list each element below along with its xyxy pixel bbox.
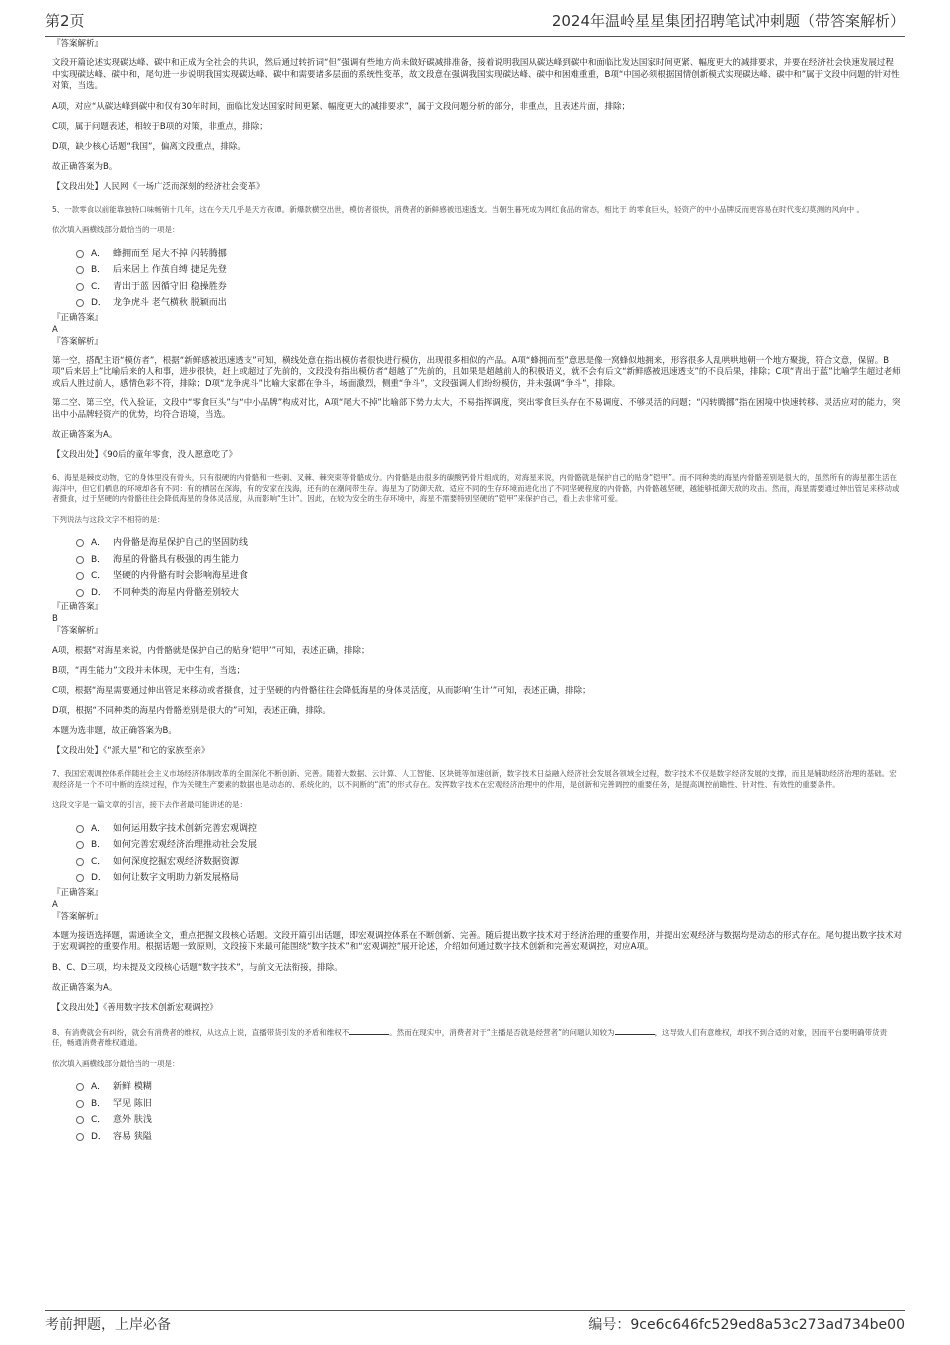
radio-icon[interactable] (76, 1083, 84, 1091)
q7-prompt: 这段文字是一篇文章的引言，接下去作者最可能讲述的是： (52, 800, 247, 809)
q5-option-d[interactable]: D． 龙争虎斗 老气横秋 脱颖而出 (52, 295, 902, 312)
q5-option-c[interactable]: C． 青出于蓝 因循守旧 稳操胜券 (52, 279, 902, 296)
document-title: 2024年温岭星星集团招聘笔试冲刺题（带答案解析） (551, 12, 905, 30)
page-number: 第2页 (45, 12, 85, 30)
q7-final: 故正确答案为A。 (52, 982, 118, 993)
q4-answer: 故正确答案为B。 (52, 161, 118, 172)
q5-option-a[interactable]: A． 蜂拥而至 尾大不掉 闪转腾挪 (52, 246, 902, 263)
page-content (52, 38, 902, 1145)
q6-option-c-analysis: C项，根据“海星需要通过伸出管足来移动或者摄食，过于坚硬的内骨骼往往会降低海星的身体灵活度，从而影响‘生计’”可知，表述正确，排除； (52, 686, 591, 696)
q8-option-b[interactable]: B． 罕见 陈旧 (52, 1096, 902, 1113)
q4-source: 【文段出处】人民网《一场广泛而深刻的经济社会变革》 (52, 181, 265, 192)
analysis-label: 『答案解析』 (52, 911, 104, 922)
q6-source: 【文段出处】《“派大星”和它的家族至亲》 (52, 746, 210, 756)
radio-icon[interactable] (76, 1116, 84, 1124)
q6-option-d[interactable]: D． 不同种类的海星内骨骼差别较大 (52, 585, 902, 602)
q8-prompt: 依次填入画横线部分最恰当的一项是： (52, 1058, 180, 1068)
q6-option-d-analysis: D项，根据“不同种类的海星内骨骼差别是很大的”可知，表述正确，排除。 (52, 706, 331, 716)
q5-options (52, 246, 902, 312)
footer-slogan: 考前押题，上岸必备 (45, 1317, 171, 1333)
q8-option-c[interactable]: C． 意外 肤浅 (52, 1112, 902, 1129)
q6-final: 本题为选非题，故正确答案为B。 (52, 726, 177, 736)
q7-option-c[interactable]: C． 如何深度挖掘宏观经济数据资源 (52, 854, 902, 871)
radio-icon[interactable] (76, 589, 84, 597)
q8-text: 8、有消费就会有纠纷，就会有消费者的维权，从这点上说，直播带货引发的矛盾和维权不 。然而在现实中，消费者对于“主播是否就是经营者”的问题认知较为 ，这导致人们有意维权，却找不到合适的对象，因而平台要明确带货责任，畅通消费者维权通道。 (52, 1027, 888, 1047)
q6-options (52, 535, 902, 601)
q6-option-a-analysis: A项，根据“对海星来说，内骨骼就是保护自己的贴身‘铠甲’”可知，表述正确，排除； (52, 646, 370, 656)
q6-option-b[interactable]: B． 海星的骨骼具有极强的再生能力 (52, 552, 902, 569)
q4-analysis: 文段开篇论述实现碳达峰、碳中和正成为全社会的共识，然后通过转折词“但”强调有些地方尚未做好碳减排准备，接着说明我国从碳达峰到碳中和面临比发达国家时间更紧、幅度更大的减排要求，并要在经济社会快速发展过程中实现碳达峰、碳中和，尾句进一步说明我国实现碳达峰、碳中和需要诸多层面的系统性变革，故文段意在强调我国实现碳达峰、碳中和困难重重，B项“中国必须根据国情创新模式实现碳达峰、碳中和”属于文段中问题的针对性对策，当选。 (52, 58, 900, 91)
correct-label: 『正确答案』 (52, 312, 104, 323)
q6-text: 6、海星是棘皮动物，它的身体里没有骨头，只有很硬的内骨骼和一些刺、叉棘、棘突束等骨骼成分。内骨骼是由很多的碳酸钙骨片组成的，对海星来说，内骨骼就是保护自己的贴身“铠甲”。而不同种类的海星内骨骼差别是很大的，虽然所有的海星都生活在海洋中，但它们栖息的环境却各有不同：有的栖居在深海，有的安家在浅海，还有的在潮间带生存。海星为了防御天敌、适应不同的生存环境而进化出了不同坚硬程度的内骨骼，内骨骼越坚硬，越能够抵御天敌的攻击。然而，海星需要通过伸出管足来移动或者摄食，过于坚硬的内骨骼往往会降低海星的身体灵活度，从而影响“生计”。因此，在较为安全的生存环境中，海星不需要特别坚硬的“铠甲”来保护自己，看上去非常可爱。 (52, 473, 900, 503)
radio-icon[interactable] (76, 283, 84, 291)
q5-analysis-2: 第二空、第三空，代入验证，文段中“零食巨头”与“中小品牌”构成对比，A项“尾大不掉”比喻部下势力太大，不易指挥调度，突出零食巨头存在不易调度、不够灵活的问题；“闪转腾挪”指在困境中快速转移、灵活应对的能力，突出中小品牌轻资产的优势，均符合语境，当选。 (52, 398, 901, 420)
q6-option-b-analysis: B项，“再生能力”文段并未体现，无中生有，当选； (52, 666, 246, 676)
q6-option-c[interactable]: C． 坚硬的内骨骼有时会影响海星进食 (52, 568, 902, 585)
q5-source: 【文段出处】《90后的童年零食，没人愿意吃了》 (52, 450, 238, 460)
q4-option-a-analysis: A项，对应“从碳达峰到碳中和仅有30年时间，面临比发达国家时间更紧、幅度更大的减排要求”，属于文段问题分析的部分，非重点，且表述片面，排除； (52, 101, 630, 112)
q7-option-d[interactable]: D． 如何让数字文明助力新发展格局 (52, 870, 902, 887)
q7-option-b[interactable]: B． 如何完善宏观经济治理推动社会发展 (52, 837, 902, 854)
q5-prompt: 依次填入画横线部分最恰当的一项是： (52, 225, 180, 234)
radio-icon[interactable] (76, 841, 84, 849)
q5-final: 故正确答案为A。 (52, 430, 118, 440)
q7-options (52, 821, 902, 887)
correct-label: 『正确答案』 (52, 602, 104, 612)
radio-icon[interactable] (76, 825, 84, 833)
q4-option-d-analysis: D项，缺少核心话题“我国”，偏离文段重点，排除。 (52, 141, 246, 152)
q6-answer: B (52, 614, 58, 624)
q7-analysis: 本题为接语选择题，需通读全文，重点把握文段核心话题。文段开篇引出话题，即宏观调控体系在不断创新、完善。随后提出数字技术对于经济治理的重要作用，并提出宏观经济与数据均是动态的形式存在。尾句提出数字技术对于宏观调控的重要作用。根据话题一致原则，文段接下来最可能围绕“数字技术”和“宏观调控”展开论述，介绍如何通过数字技术创新和完善宏观调控，对应A项。 (52, 930, 903, 952)
analysis-label: 『答案解析』 (52, 626, 104, 636)
radio-icon[interactable] (76, 266, 84, 274)
q7-text: 7、我国宏观调控体系伴随社会主义市场经济体制改革的全面深化不断创新、完善。随着大数据、云计算、人工智能、区块链等加速创新，数字技术日益融入经济社会发展各领域全过程，数字技术不仅是数字经济发展的支撑，而且是辅助经济治理的基础。宏观经济是一个不可中断的连续过程，作为关键生产要素的数据也是动态的、系统化的，以不间断的“流”的形式存在。发挥数字技术在宏观经济治理中的作用，是创新和完善调控的重要任务，是提高调控前瞻性、针对性、有效性的重要条件。 (52, 769, 897, 789)
radio-icon[interactable] (76, 299, 84, 307)
radio-icon[interactable] (76, 250, 84, 258)
page-footer (45, 1310, 905, 1337)
radio-icon[interactable] (76, 1133, 84, 1141)
q6-option-a[interactable]: A． 内骨骼是海星保护自己的坚固防线 (52, 535, 902, 552)
q5-option-b[interactable]: B． 后来居上 作茧自缚 捷足先登 (52, 262, 902, 279)
q4-option-c-analysis: C项，属于问题表述，相较于B项的对策，非重点，排除； (52, 121, 268, 132)
q8-option-a[interactable]: A． 新鲜 模糊 (52, 1079, 902, 1096)
analysis-label: 『答案解析』 (52, 336, 104, 347)
radio-icon[interactable] (76, 874, 84, 882)
document-id: 编号：9ce6c646fc529ed8a53c273ad734be00 (588, 1317, 905, 1333)
radio-icon[interactable] (76, 539, 84, 547)
analysis-label: 『答案解析』 (52, 39, 104, 49)
q8-option-d[interactable]: D． 容易 狭隘 (52, 1129, 902, 1146)
fill-blank (349, 1026, 389, 1035)
q6-prompt: 下列说法与这段文字不相符的是： (52, 514, 165, 524)
q5-analysis-1: 第一空，搭配主语“模仿者”，根据“新鲜感被迅速透支”可知，横线处意在指出模仿者很快进行模仿，出现很多相似的产品。A项“蜂拥而至”意思是像一窝蜂似地拥来，形容很多人乱哄哄地朝一个地方聚拢，符合文意，保留。B项“后来居上”比喻后来的人和事，进步很快，赶上或超过了先前的，文段没有指出模仿者“超越了”先前的，且如果是超越前人的积极语义，就不会有后文“新鲜感被迅速透支”的不良后果，排除；C项“青出于蓝”比喻学生超过老师或后人胜过前人，感情色彩不符，排除；D项“龙争虎斗”比喻大家都在争斗，场面激烈，侧重“争斗”，文段强调人们纷纷模仿，并未强调“争斗”，排除。 (52, 355, 901, 389)
radio-icon[interactable] (76, 556, 84, 564)
fill-blank (615, 1026, 655, 1035)
correct-label: 『正确答案』 (52, 887, 104, 898)
q8-options (52, 1079, 902, 1145)
q7-source: 【文段出处】《善用数字技术创新宏观调控》 (52, 1002, 218, 1013)
q5-answer: A (52, 324, 58, 335)
q7-answer: A (52, 899, 58, 910)
radio-icon[interactable] (76, 572, 84, 580)
page-header (45, 10, 905, 37)
q7-bcd-analysis: B、C、D三项，均未提及文段核心话题“数字技术”，与前文无法衔接，排除。 (52, 962, 343, 973)
q7-option-a[interactable]: A． 如何运用数字技术创新完善宏观调控 (52, 821, 902, 838)
q5-text: 5、一款零食以前能靠独特口味畅销十几年，这在今天几乎是天方夜谭。新爆款横空出世，模仿者很快，消费者的新鲜感被迅速透支。当朝生暮死成为网红食品的常态，相比于 的零食巨头，轻资产的中小品牌反而更容易在时代变幻莫测的风向中 。 (52, 204, 865, 214)
radio-icon[interactable] (76, 1100, 84, 1108)
radio-icon[interactable] (76, 858, 84, 866)
